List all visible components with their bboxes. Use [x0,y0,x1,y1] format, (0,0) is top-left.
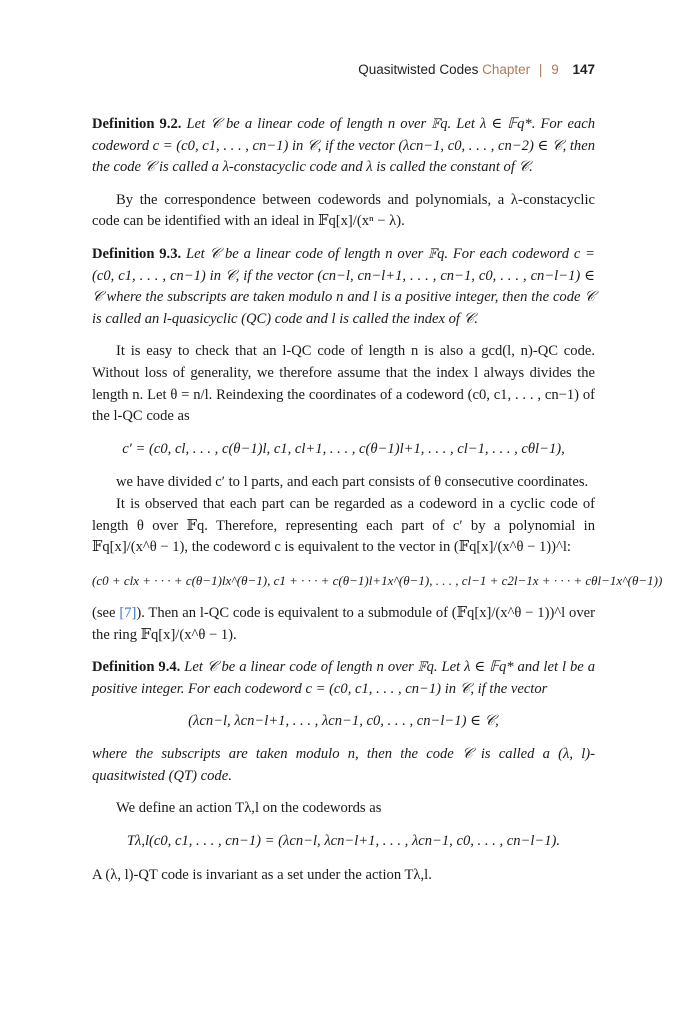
paragraph-text: A (λ, l)-QT code is invariant as a set under the action Tλ,l. [92,866,432,883]
equation-polynomial-vector: (c0 + clx + · · · + c(θ−1)lx^(θ−1), c1 + · · · + c(θ−1)l+1x^(θ−1), . . . , cl−1 + c2l−1x + · · · + cθl−1x^(θ−1)) [92,572,663,588]
definition-label: Definition 9.4. [92,659,181,676]
definition-9-4 [92,657,595,787]
paragraph-text: By the correspondence between codewords and polynomials, a λ-constacyclic code can be identified with an ideal in 𝔽q[x]/(xⁿ − λ). [92,191,595,230]
equation-qt-shift: (λcn−l, λcn−l+1, . . . , λcn−1, c0, . . . , cn−l−1) ∈ 𝒞, [188,712,499,729]
running-head-chapter-number: 9 [551,62,559,77]
paragraph [92,603,595,646]
paragraph-text: we have divided c′ to l parts, and each part consists of θ consecutive coordinates. [116,474,589,491]
running-head-title: Quasitwisted Codes [358,62,479,77]
definition-9-2 [92,114,595,179]
page-body [92,114,663,897]
paragraph-text: We define an action Tλ,l on the codewords as [116,800,382,817]
paragraph [92,190,595,233]
paragraph-text: It is easy to check that an l-QC code of length n is also a gcd(l, n)-QC code. Without loss of generality, we therefore assume that the index l always divides the length n. Let θ = n/l. Reindexing the coordinates of a codeword (c0, c1, . . . , cn−1) of the l-QC code as [92,343,595,425]
paragraph [92,865,595,887]
equation-reindexed-codeword: c′ = (c0, cl, . . . , c(θ−1)l, c1, cl+1, . . . , c(θ−1)l+1, . . . , cl−1, . . . , cθl−1), [122,440,565,457]
definition-text: Let 𝒞 be a linear code of length n over 𝔽q. For each codeword c = (c0, c1, . . . , cn−1) in 𝒞, if the vector (cn−l, cn−l+1, . . . , cn−1, c0, . . . , cn−l−1) ∈ 𝒞 where the subscripts are taken modulo n and l is a positive integer, then the code 𝒞 is called an l-quasicyclic (QC) code and l is called the index of 𝒞. [92,245,595,327]
definition-label: Definition 9.2. [92,116,182,132]
paragraph [92,472,595,494]
running-head-chapter: Chapter [482,62,531,77]
paragraph-text: ). Then an l-QC code is equivalent to a submodule of (𝔽q[x]/(x^θ − 1))^l over the ring 𝔽q[x]/(x^θ − 1). [92,605,595,643]
paragraph [92,798,595,820]
citation-link[interactable]: [7] [119,605,137,622]
page-number: 147 [572,62,595,77]
definition-text: Let 𝒞 be a linear code of length n over 𝔽q. Let λ ∈ 𝔽q* and let l be a positive integer. For each codeword c = (c0, c1, . . . , cn−1) in 𝒞, if the vector [92,659,596,698]
definition-label: Definition 9.3. [92,245,182,262]
definition-text: Let 𝒞 be a linear code of length n over 𝔽q. Let λ ∈ 𝔽q*. For each codeword c = (c0, c1, . . . , cn−1) in 𝒞, if the vector (λcn−1, c0, . . . , cn−2) ∈ 𝒞, then the code 𝒞 is called a λ-constacyclic code and λ is called the constant of 𝒞. [92,116,596,176]
definition-text: where the subscripts are taken modulo n, then the code 𝒞 is called a (λ, l)-quasitwisted (QT) code. [92,746,595,784]
running-head [92,62,595,77]
paragraph [92,494,595,559]
paragraph-text: (see [92,605,120,622]
running-head-separator: | [538,62,543,77]
paragraph [92,341,595,427]
equation-action: Tλ,l(c0, c1, . . . , cn−1) = (λcn−l, λcn−l+1, . . . , λcn−1, c0, . . . , cn−l−1). [126,833,561,850]
paragraph-text: It is observed that each part can be regarded as a codeword in a cyclic code of length θ over 𝔽q. Therefore, representing each part of c′ by a polynomial in 𝔽q[x]/(x^θ − 1), the codeword c is equivalent to the vector in (𝔽q[x]/(x^θ − 1))^l: [92,495,595,556]
definition-9-3 [92,244,595,330]
